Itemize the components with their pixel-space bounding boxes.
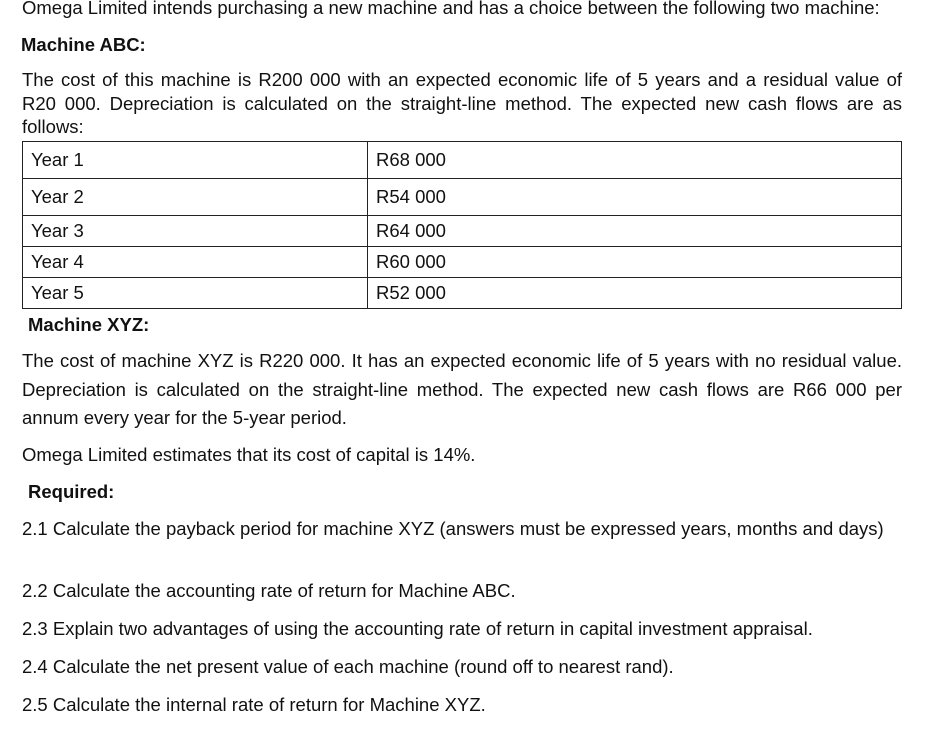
table-row: [23, 142, 902, 179]
table-row: [23, 179, 902, 216]
table-row: [23, 247, 902, 278]
machine-abc-heading: Machine ABC:: [21, 34, 146, 55]
table-row: [23, 216, 902, 247]
year-cell: Year 2: [23, 179, 368, 216]
year-cell: Year 3: [23, 216, 368, 247]
machine-abc-line-1: The cost of this machine is R200 000 with an expected economic life of 5 years and a residual value of: [22, 69, 902, 90]
cash-flow-table: [22, 141, 902, 309]
cost-of-capital-text: Omega Limited estimates that its cost of capital is 14%.: [22, 444, 476, 465]
question-2-5: 2.5 Calculate the internal rate of return for Machine XYZ.: [22, 694, 486, 715]
year-cell: Year 4: [23, 247, 368, 278]
machine-xyz-heading: Machine XYZ:: [28, 314, 150, 335]
amount-cell: R68 000: [368, 142, 902, 179]
machine-abc-line-3: follows:: [22, 116, 84, 137]
amount-cell: R60 000: [368, 247, 902, 278]
amount-cell: R52 000: [368, 278, 902, 309]
amount-cell: R64 000: [368, 216, 902, 247]
required-heading: Required:: [28, 481, 115, 502]
table-row: [23, 278, 902, 309]
intro-text: Omega Limited intends purchasing a new machine and has a choice between the following two machine:: [22, 0, 880, 18]
machine-abc-description: [22, 68, 902, 139]
machine-abc-line-2: R20 000. Depreciation is calculated on the straight-line method. The expected new cash flows are as: [22, 92, 902, 114]
machine-xyz-line-3: annum every year for the 5-year period.: [22, 407, 347, 428]
machine-xyz-description: [22, 347, 902, 433]
year-cell: Year 5: [23, 278, 368, 309]
year-cell: Year 1: [23, 142, 368, 179]
question-2-1: 2.1 Calculate the payback period for machine XYZ (answers must be expressed years, months and days): [22, 518, 884, 539]
machine-xyz-line-1: The cost of machine XYZ is R220 000. It has an expected economic life of 5 years with no residual value.: [22, 350, 902, 371]
question-2-2: 2.2 Calculate the accounting rate of return for Machine ABC.: [22, 580, 516, 601]
question-2-3: 2.3 Explain two advantages of using the accounting rate of return in capital investment appraisal.: [22, 618, 813, 639]
question-2-4: 2.4 Calculate the net present value of each machine (round off to nearest rand).: [22, 656, 674, 677]
amount-cell: R54 000: [368, 179, 902, 216]
machine-xyz-line-2: Depreciation is calculated on the straight-line method. The expected new cash flows are R66 000 per: [22, 378, 902, 400]
